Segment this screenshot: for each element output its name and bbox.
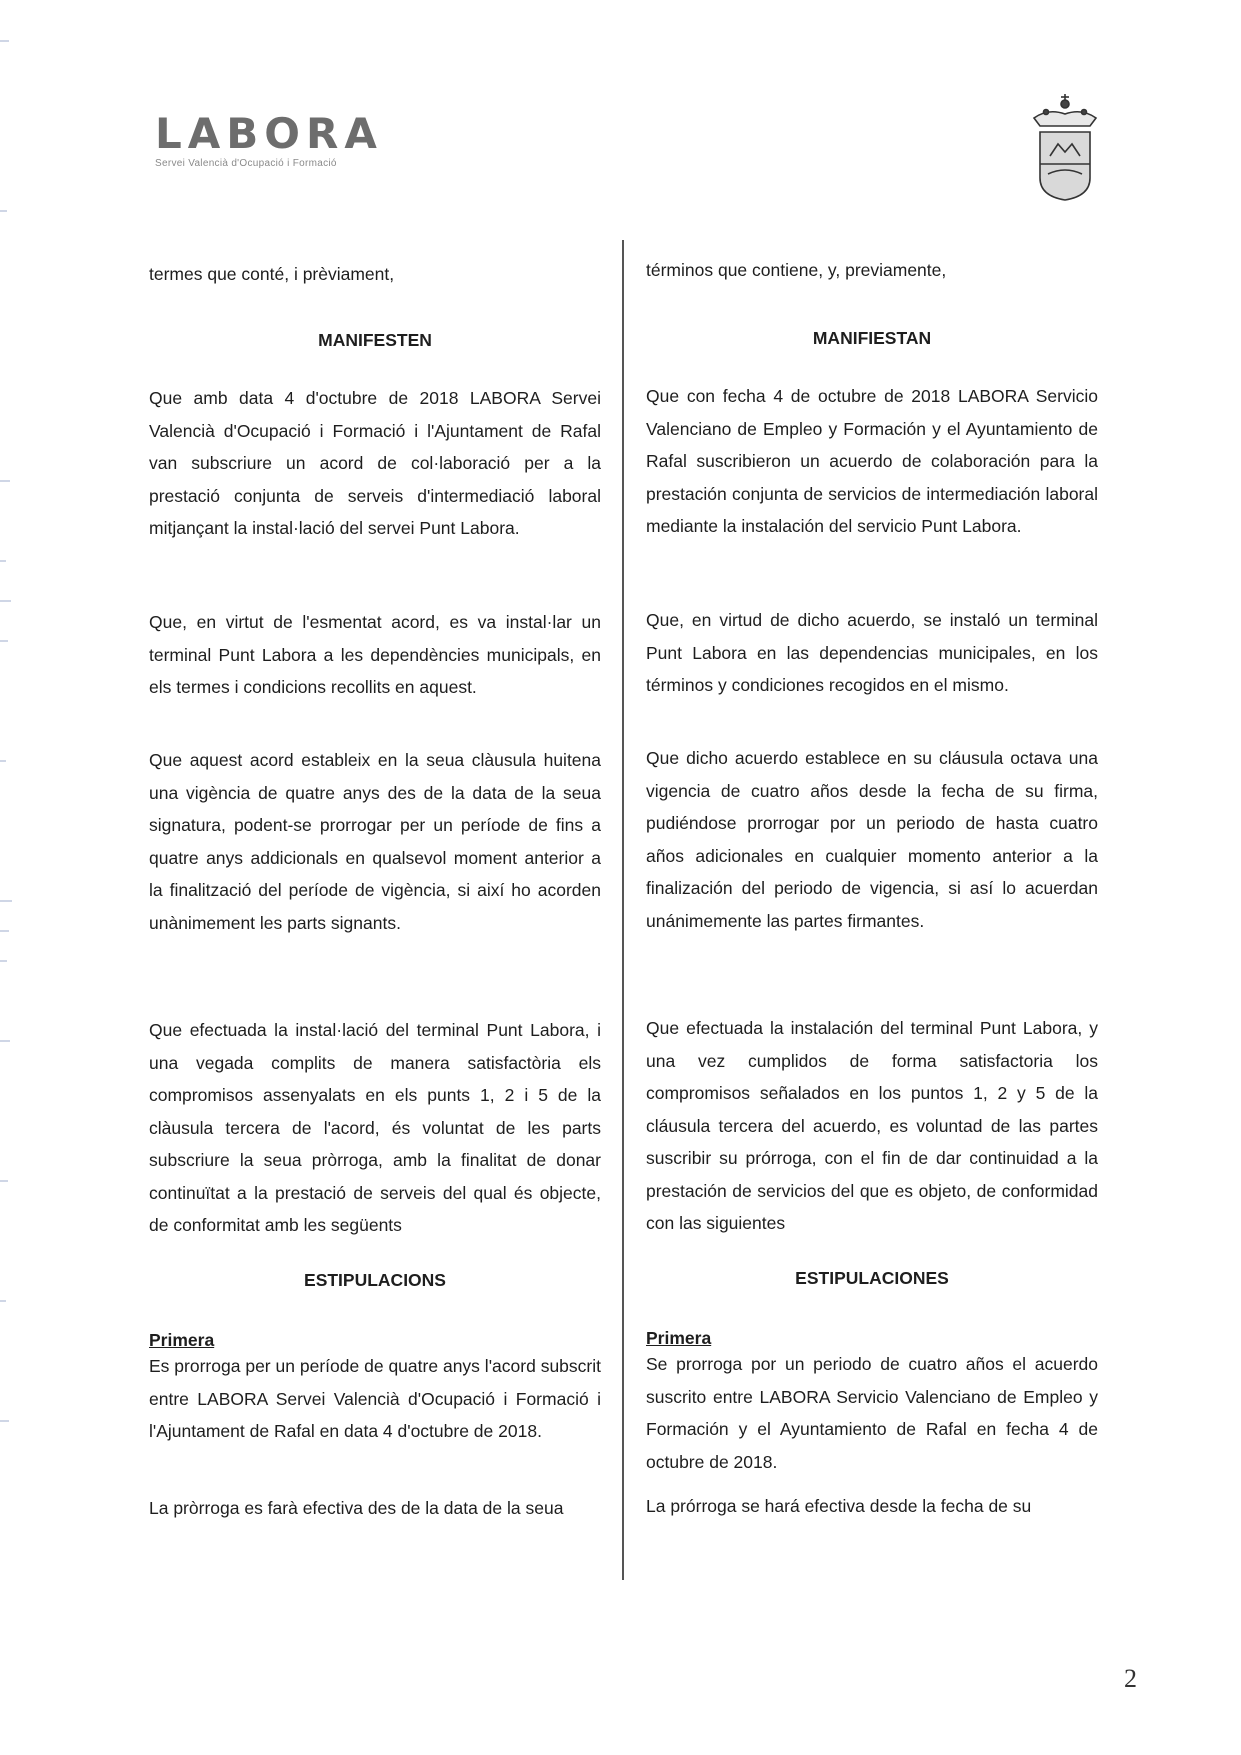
paragraph-3: Que dicho acuerdo establece en su cláusula octava una vigencia de cuatro años desde la fecha de su firma, pudiéndose prorrogar por un periodo de hasta cuatro años adicionales en cualquier momento anterior a la finalización del periodo de vigencia, si así lo acuerdan unánimemente las partes firmantes. [646, 748, 1098, 931]
paragraph-4: Que efectuada la instalación del terminal Punt Labora, y una vez cumplidos de forma satisfactoria los compromisos señalados en los puntos 1, 2 y 5 de la cláusula tercera del acuerdo, es voluntad de las partes suscribir su prórroga, con el fin de dar continuidad a la prestación de servicios del que es objeto, de conformidad con las siguientes [646, 1018, 1098, 1233]
heading-estipulaciones: ESTIPULACIONES [795, 1268, 949, 1288]
logo-subtitle: Servei Valencià d'Ocupació i Formació [155, 158, 337, 169]
paragraph-1: Que amb data 4 d'octubre de 2018 LABORA Servei Valencià d'Ocupació i Formació i l'Ajuntament de Rafal van subscriure un acord de col·laboració per a la prestació conjunta de serveis d'intermediació laboral mitjançant la instal·lació del servei Punt Labora. [149, 388, 601, 538]
paragraph-6: La prórroga se hará efectiva desde la fecha de su [646, 1496, 1032, 1516]
subheading-primera: Primera [149, 1330, 215, 1350]
paragraph-2: Que, en virtud de dicho acuerdo, se instaló un terminal Punt Labora en las dependencias municipales, en los términos y condiciones recogidos en el mismo. [646, 610, 1098, 695]
page-number: 2 [1124, 1664, 1137, 1693]
paragraph-3: Que aquest acord estableix en la seua clàusula huitena una vigència de quatre anys des de la data de la seua signatura, podent-se prorrogar per un període de fins a quatre anys addicionals en qualsevol moment anterior a la finalització del període de vigència, si així ho acorden unànimement les parts signants. [149, 750, 601, 933]
logo-wordmark: LABORA [155, 109, 383, 158]
scan-artifact-strip [0, 0, 14, 1755]
heading-estipulacions: ESTIPULACIONS [304, 1270, 446, 1290]
municipal-crest-icon [1028, 92, 1102, 204]
labora-logo [155, 109, 415, 172]
subheading-primera: Primera [646, 1328, 712, 1348]
paragraph-5: Es prorroga per un període de quatre anys l'acord subscrit entre LABORA Servei Valencià d'Ocupació i Formació i l'Ajuntament de Rafal en data 4 d'octubre de 2018. [149, 1356, 601, 1441]
heading-manifesten: MANIFESTEN [318, 330, 432, 350]
paragraph-6: La pròrroga es farà efectiva des de la data de la seua [149, 1498, 564, 1518]
heading-manifiestan: MANIFIESTAN [812, 328, 932, 348]
intro-text: términos que contiene, y, previamente, [646, 260, 947, 280]
paragraph-2: Que, en virtut de l'esmentat acord, es va instal·lar un terminal Punt Labora a les dependències municipals, en els termes i condicions recollits en aquest. [149, 612, 601, 697]
intro-text: termes que conté, i prèviament, [149, 264, 395, 284]
paragraph-1: Que con fecha 4 de octubre de 2018 LABORA Servicio Valenciano de Empleo y Formación y el Ayuntamiento de Rafal suscribieron un acuerdo de colaboración para la prestación conjunta de servicios de intermediación laboral mediante la instalación del servicio Punt Labora. [646, 386, 1098, 536]
column-divider [622, 240, 624, 1580]
paragraph-4: Que efectuada la instal·lació del terminal Punt Labora, i una vegada complits de manera satisfactòria els compromisos assenyalats en els punts 1, 2 i 5 de la clàusula tercera de l'acord, és voluntat de les parts subscriure la seua pròrroga, amb la finalitat de donar continuïtat a la prestació de serveis del qual és objecte, de conformitat amb les següents [149, 1020, 601, 1235]
paragraph-5: Se prorroga por un periodo de cuatro años el acuerdo suscrito entre LABORA Servicio Valenciano de Empleo y Formación y el Ayuntamiento de Rafal en fecha 4 de octubre de 2018. [646, 1354, 1098, 1472]
